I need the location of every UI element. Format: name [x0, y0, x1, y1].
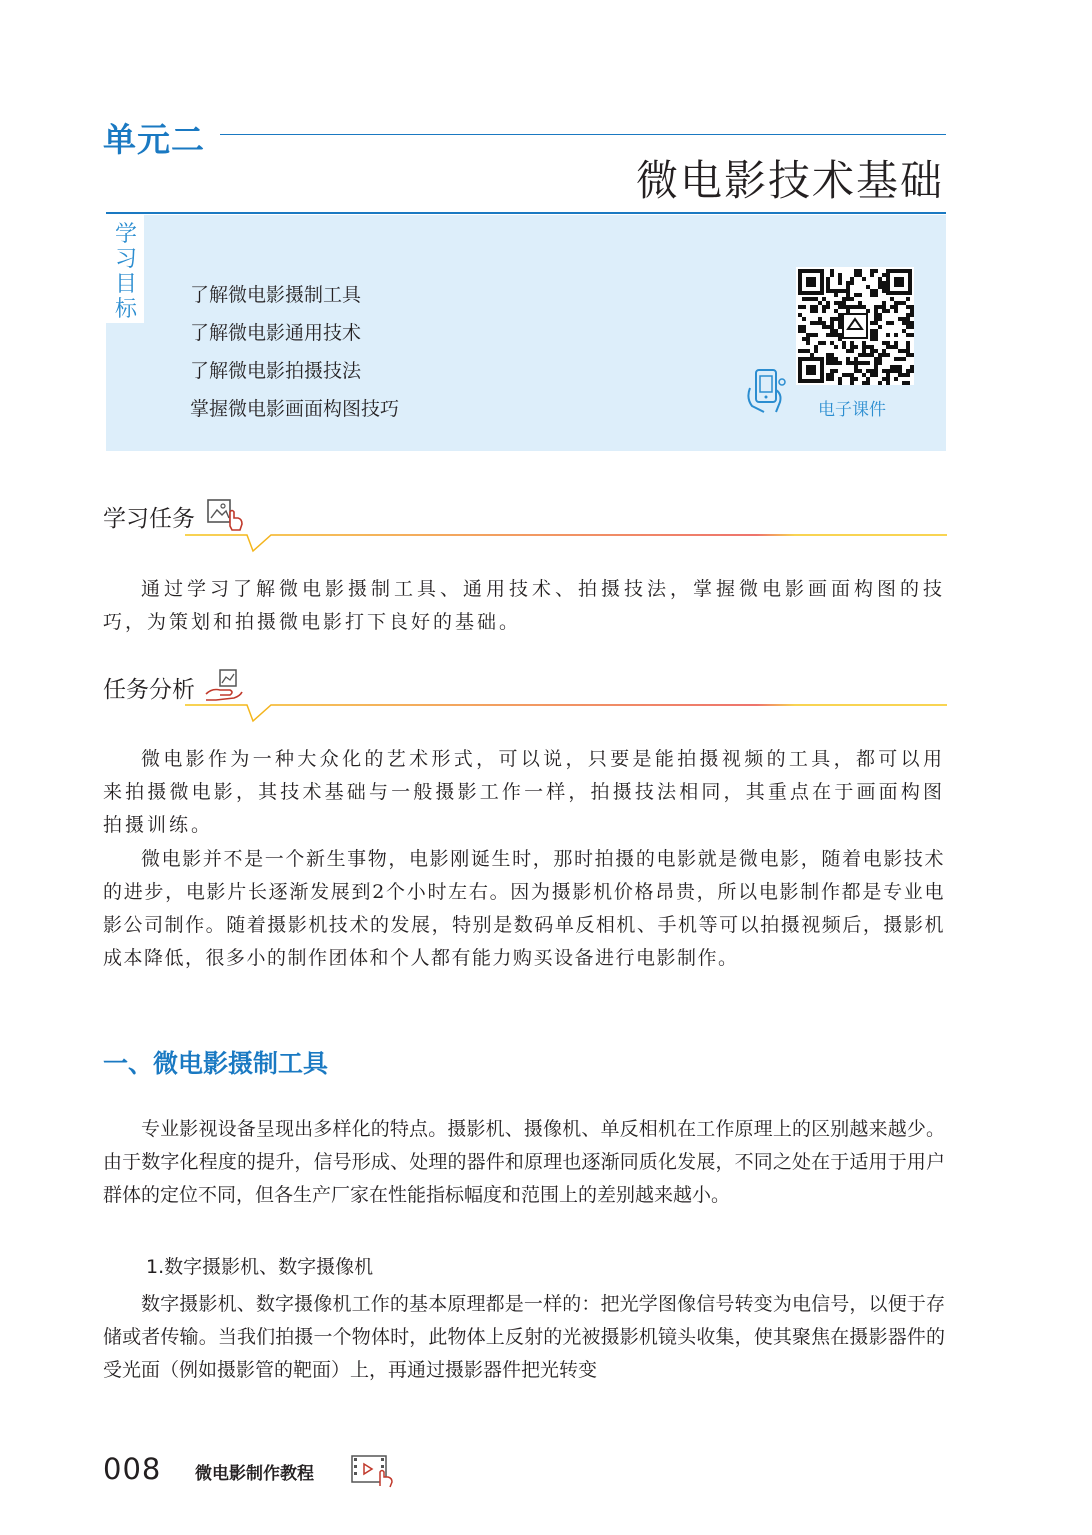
section-heading: 一、微电影摄制工具 [103, 1049, 329, 1078]
analysis-rule [185, 701, 947, 723]
unit-label: 单元二 [103, 120, 205, 159]
film-touch-icon [350, 1452, 396, 1488]
learning-goals-tab-label: 学习目标 [114, 222, 137, 322]
qr-code-icon[interactable] [796, 267, 914, 385]
unit-rule [220, 134, 946, 135]
phone-hand-icon [742, 366, 788, 416]
subsection-heading: 1.数字摄影机、数字摄像机 [146, 1256, 374, 1278]
hand-holding-chart-icon [204, 668, 244, 704]
goal-item: 了解微电影摄制工具 [190, 284, 362, 306]
analysis-heading: 任务分析 [103, 677, 195, 703]
page-number: 008 [103, 1452, 162, 1486]
analysis-paragraph: 微电影并不是一个新生事物，电影刚诞生时，那时拍摄的电影就是微电影，随着电影技术的进步，电影片长逐渐发展到2个小时左右。因为摄影机价格昂贵，所以电影制作都是专业电影公司制作。随着摄影机技术的发展，特别是数码单反相机、手机等可以拍摄视频后，摄影机成本降低，很多小的制作团体和个人都有能力购买设备进行电影制作。 [103, 848, 945, 969]
task-paragraph: 通过学习了解微电影摄制工具、通用技术、拍摄技法，掌握微电影画面构图的技巧，为策划和拍摄微电影打下良好的基础。 [103, 578, 945, 633]
section-paragraph: 数字摄影机、数字摄像机工作的基本原理都是一样的：把光学图像信号转变为电信号，以便于存储或者传输。当我们拍摄一个物体时，此物体上反射的光被摄影机镜头收集，使其聚焦在摄影器件的受光面（例如摄影管的靶面）上，再通过摄影器件把光转变 [103, 1293, 945, 1381]
hand-touch-image-icon [206, 496, 246, 532]
unit-title: 微电影技术基础 [635, 156, 944, 205]
goal-item: 了解微电影拍摄技法 [190, 360, 362, 382]
task-heading: 学习任务 [103, 506, 195, 532]
book-title: 微电影制作教程 [195, 1464, 314, 1484]
task-rule [185, 531, 947, 553]
section-paragraph: 专业影视设备呈现出多样化的特点。摄影机、摄像机、单反相机在工作原理上的区别越来越少。由于数字化程度的提升，信号形成、处理的器件和原理也逐渐同质化发展，不同之处在于适用于用户群体的定位不同，但各生产厂家在性能指标幅度和范围上的差别越来越小。 [103, 1118, 945, 1206]
goal-item: 了解微电影通用技术 [190, 322, 362, 344]
goal-item: 掌握微电影画面构图技巧 [190, 398, 400, 420]
courseware-link[interactable]: 电子课件 [818, 400, 886, 420]
analysis-paragraph: 微电影作为一种大众化的艺术形式，可以说，只要是能拍摄视频的工具，都可以用来拍摄微电影，其技术基础与一般摄影工作一样，拍摄技法相同，其重点在于画面构图拍摄训练。 [103, 748, 945, 836]
title-rule [106, 212, 946, 214]
